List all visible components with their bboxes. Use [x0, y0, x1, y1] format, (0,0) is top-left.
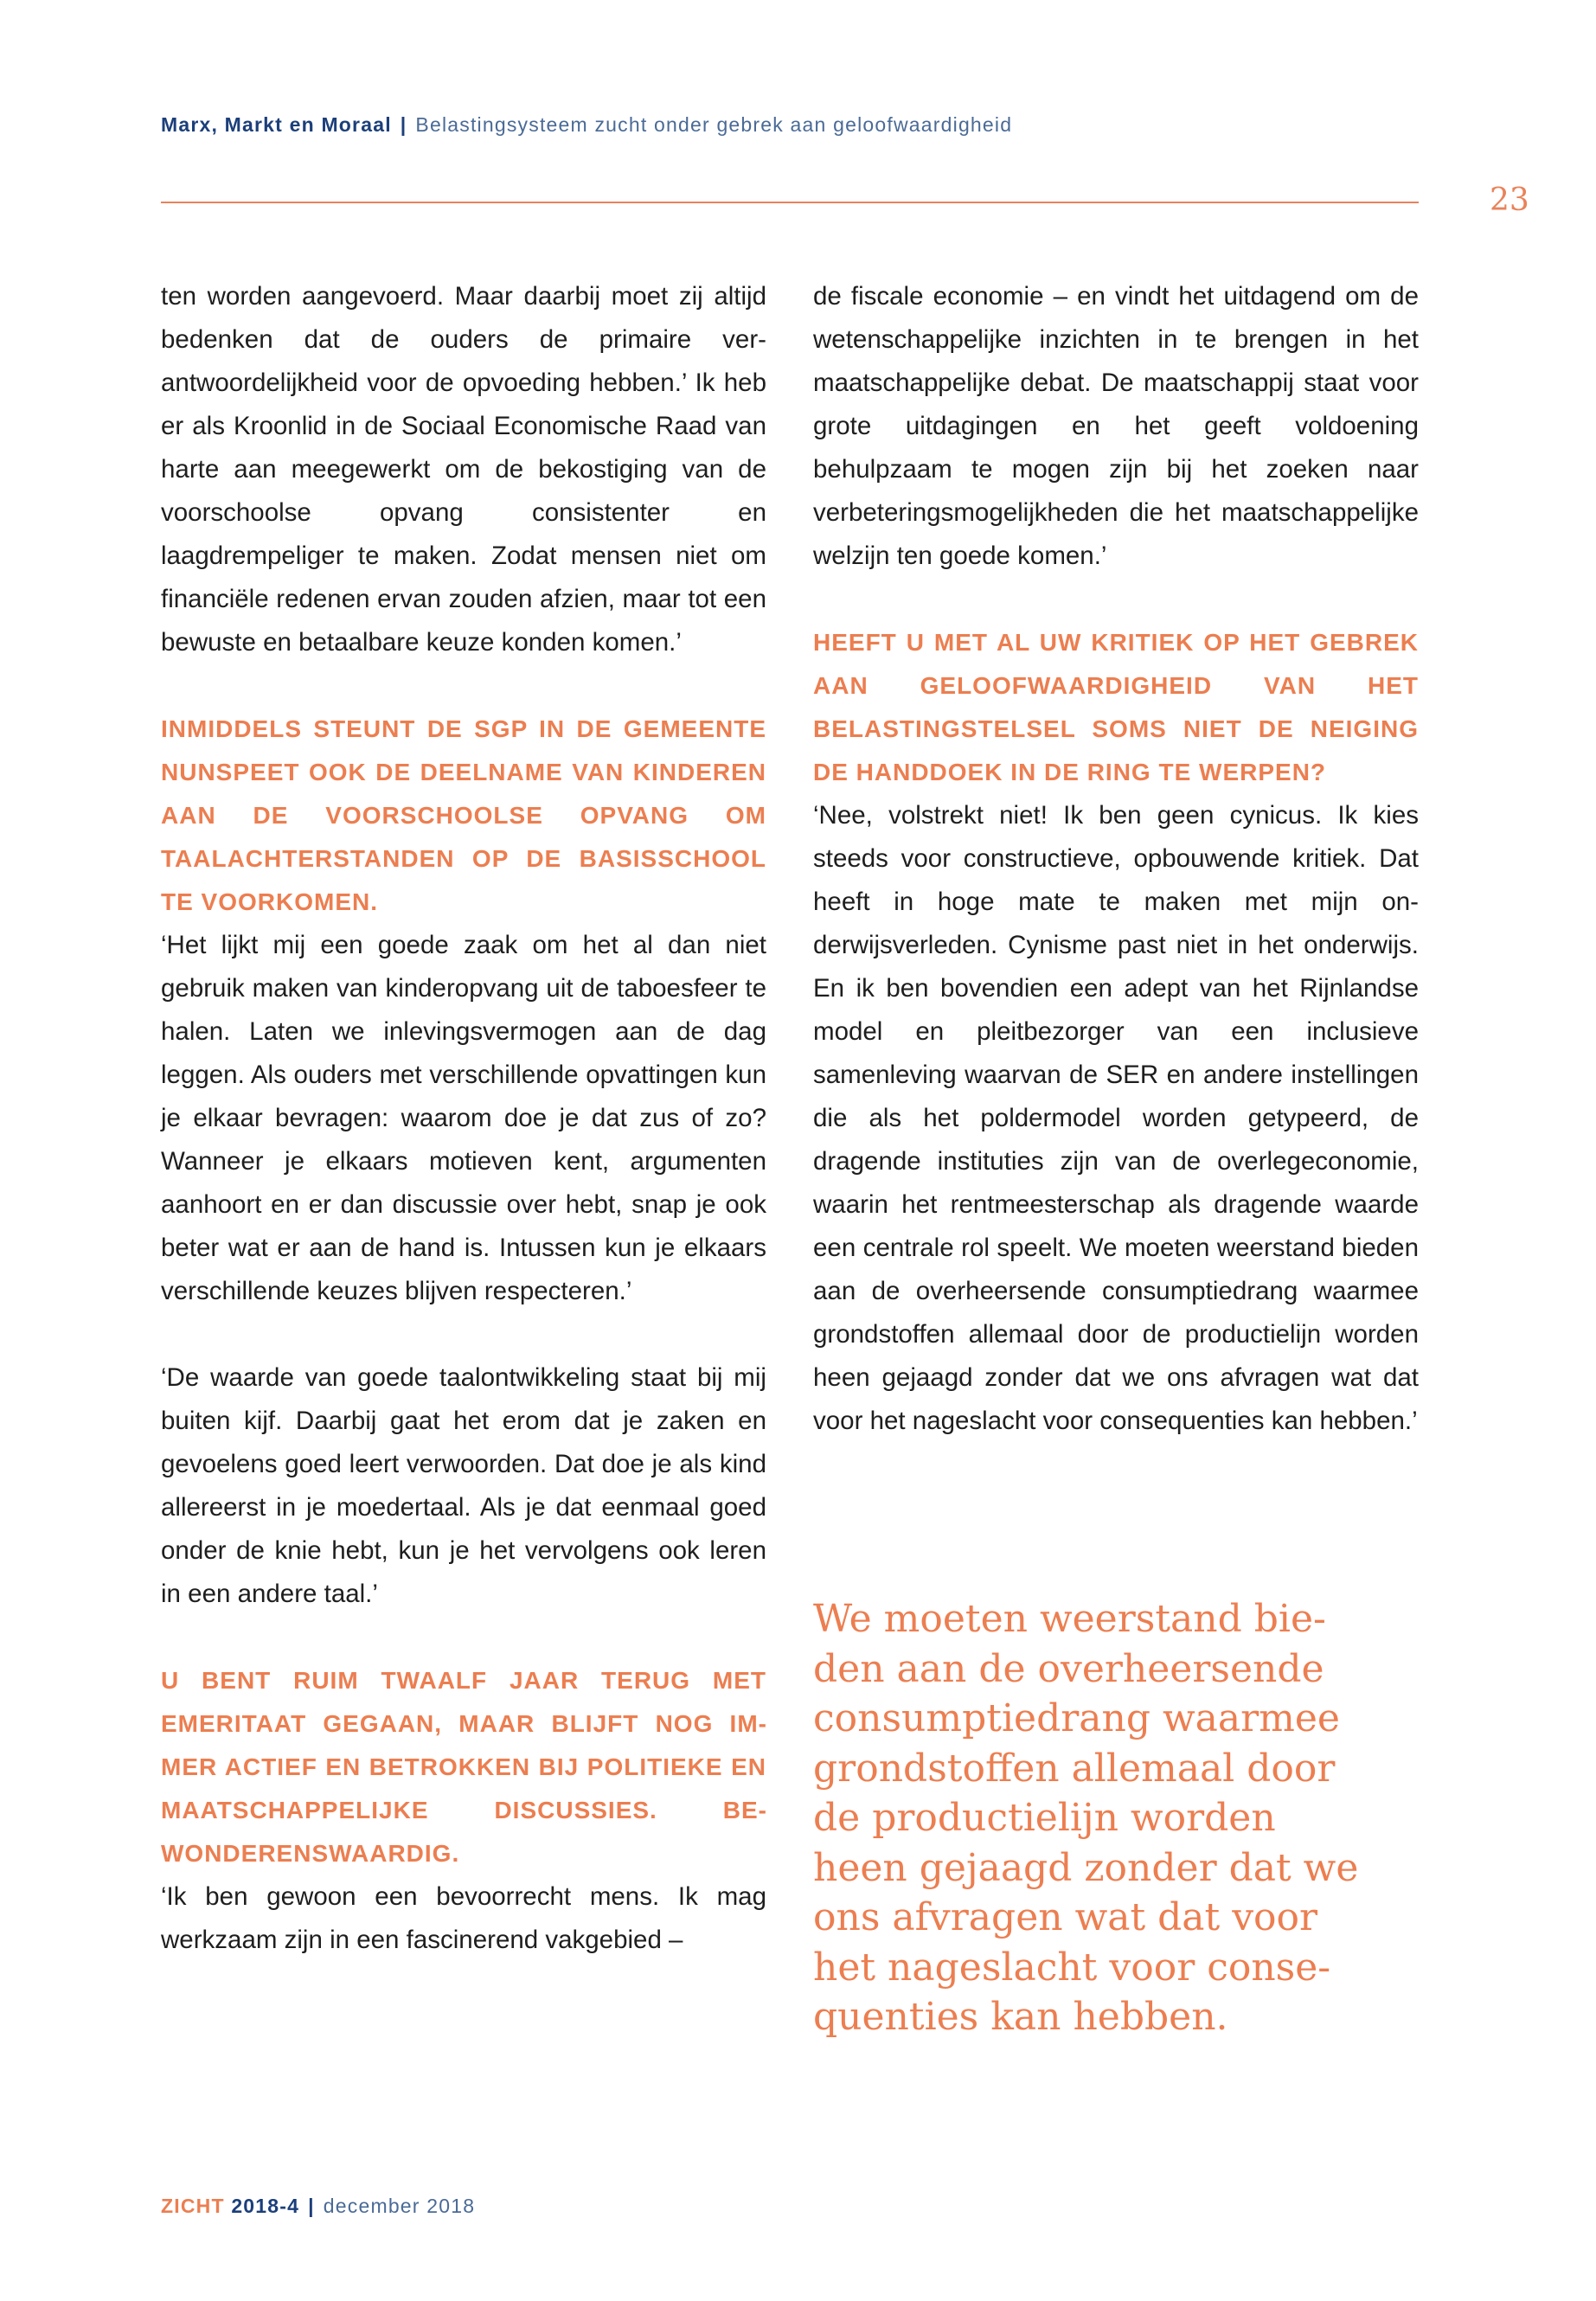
body-paragraph: de fiscale economie – en vindt het uitdagend om de wetenschappelijke inzichten in te brengen in het maatschappelijke debat. De maatschappij staat voor grote uitdagingen en het geeft voldoening behulpzaam te mogen zijn bij het zoeken naar verbeteringsmogelijkheden die het maatschappelijke welzijn ten goede komen.’ — [813, 282, 1419, 570]
footer-separator: | — [308, 2195, 315, 2217]
body-paragraph: ‘Het lijkt mij een goede zaak om het al dan niet gebruik maken van kinderopvang uit de taboesfeer te halen. Laten we inlevingsvermogen aan de dag leggen. Als ouders met verschillende opvattingen kun je elkaar bevragen: waarom doe je dat zus of zo? Wanneer je elkaars motieven kent, argumenten aanhoort en er dan discussie over hebt, snap je ook beter wat er aan de hand is. Intussen kun je elkaars verschillende keuzes blijven respecteren.’ — [161, 931, 766, 1305]
issue-number: 2018-4 — [231, 2195, 300, 2217]
pull-quote-line: den aan de overheersende — [813, 1646, 1324, 1691]
body-paragraph: ‘Nee, volstrekt niet! Ik ben geen cynicus. Ik kies steeds voor constructieve, opbouwende kritiek. Dat heeft in hoge mate te maken met mijn onderwijsverleden. Cynisme past niet in het onderwijs. En ik ben bovendien een adept van het Rijnlandse model en pleitbezorger van een inclusieve samenleving waarvan de SER en andere instellingen die als het poldermodel worden getypeerd, de dragende instituties zijn van de overlegeconomie, waarin het rentmeesterschap als dragende waarde een centrale rol speelt. We moeten weerstand bieden aan de overheersende consumptiedrang waarmee grondstoffen allemaal door de productielijn worden heen gejaagd zonder dat we ons afvragen wat dat voor het nageslacht voor consequenties kan hebben.’ — [813, 801, 1419, 1435]
pull-quote-line: de productielijn worden — [813, 1796, 1276, 1840]
body-paragraph: ‘De waarde van goede taalontwikkeling staat bij mij buiten kijf. Daarbij gaat het erom dat je zaken en gevoelens goed leert verwoorden. Dat doe je als kind allereerst in je moedertaal. Als je dat eenmaal goed onder de knie hebt, kun je het vervolgens ook leren in een andere taal.’ — [161, 1363, 766, 1608]
interview-question: U BENT RUIM TWAALF JAAR TERUG MET EMERITAAT GEGAAN, MAAR BLIJFT NOG IMMER ACTIEF EN BETROKKEN BIJ POLITIEKE EN MAATSCHAPPELIJKE DISCUSSIES. BEWONDERENSWAARDIG. — [161, 1667, 766, 1867]
header-rule — [161, 202, 1419, 203]
pull-quote-line: het nageslacht voor conse- — [813, 1945, 1331, 1990]
left-column — [161, 275, 766, 1962]
right-column — [813, 275, 1419, 1443]
page-number: 23 — [1490, 183, 1529, 218]
pull-quote-line: grondstoffen allemaal door — [813, 1746, 1336, 1791]
pull-quote-line: quenties kan hebben. — [813, 1995, 1228, 2039]
magazine-name: ZICHT — [161, 2195, 225, 2217]
pull-quote-line: consumptiedrang waarmee — [813, 1696, 1340, 1740]
pull-quote-line: ons afvragen wat dat voor — [813, 1895, 1318, 1939]
body-paragraph: ten worden aangevoerd. Maar daarbij moet zij altijd bedenken dat de ouders de primaire verantwoordelijkheid voor de opvoeding hebben.’ Ik heb er als Kroonlid in de Sociaal Economische Raad van harte aan meegewerkt om de bekostiging van de voorschoolse opvang consistenter en laagdrempeliger te maken. Zodat mensen niet om financiële redenen ervan zouden afzien, maar tot een bewuste en betaalbare keuze konden komen.’ — [161, 282, 766, 657]
issue-date: december 2018 — [323, 2195, 476, 2217]
pull-quote — [813, 1594, 1436, 2042]
body-paragraph: ‘Ik ben gewoon een bevoorrecht mens. Ik mag werkzaam zijn in een fascinerend vakgebied – — [161, 1882, 766, 1954]
pull-quote-line: We moeten weerstand bie- — [813, 1597, 1326, 1641]
interview-question: INMIDDELS STEUNT DE SGP IN DE GEMEENTE NUNSPEET OOK DE DEELNAME VAN KINDEREN AAN DE VOORSCHOOLSE OPVANG OM TAALACHTERSTANDEN OP DE BASISSCHOOL TE VOORKOMEN. — [161, 715, 766, 915]
article-title: Belastingsysteem zucht onder gebrek aan geloofwaardigheid — [415, 113, 1013, 136]
running-header — [161, 113, 1012, 137]
pull-quote-line: heen gejaagd zonder dat we — [813, 1845, 1359, 1890]
publication-name: Marx, Markt en Moraal — [161, 113, 392, 136]
header-separator: | — [400, 113, 407, 136]
footer — [161, 2195, 475, 2218]
interview-question: HEEFT U MET AL UW KRITIEK OP HET GEBREK AAN GELOOFWAARDIGHEID VAN HET BELASTINGSTELSEL SOMS NIET DE NEIGING DE HANDDOEK IN DE RING TE WERPEN? — [813, 629, 1419, 785]
